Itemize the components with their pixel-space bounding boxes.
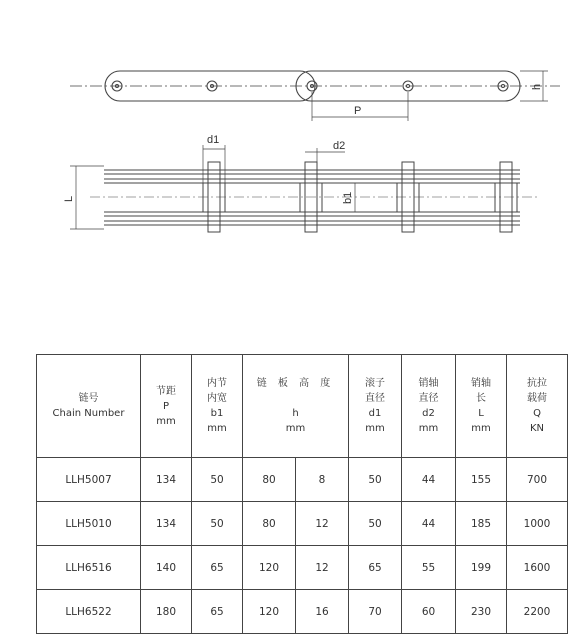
cell-plate-height: 80 bbox=[243, 502, 296, 546]
cell-tensile-load: 1000 bbox=[507, 502, 568, 546]
cell-plate-height: 120 bbox=[243, 590, 296, 634]
cell-inner-width: 50 bbox=[192, 502, 243, 546]
cell-pin-dia: 55 bbox=[402, 546, 456, 590]
cell-roller-dia: 50 bbox=[349, 458, 402, 502]
header-pin-length: 销轴 长 L mm bbox=[456, 355, 507, 458]
header-pin-dia: 销轴 直径 d2 mm bbox=[402, 355, 456, 458]
header-pitch: 节距 P mm bbox=[141, 355, 192, 458]
table-row bbox=[37, 502, 568, 546]
cell-plate-thickness: 12 bbox=[296, 502, 349, 546]
cell-pitch: 180 bbox=[141, 590, 192, 634]
cell-inner-width: 65 bbox=[192, 546, 243, 590]
roller-dia-label: d1 bbox=[207, 134, 220, 146]
side-view-plates bbox=[70, 71, 560, 121]
cell-chain-number: LLH6516 bbox=[37, 546, 141, 590]
header-plate-height: 链 板 高 度 h mm bbox=[243, 355, 349, 458]
table-header-row bbox=[37, 355, 568, 458]
height-label: h bbox=[531, 83, 543, 90]
header-chain-number: 链号 Chain Number bbox=[37, 355, 141, 458]
table-row bbox=[37, 590, 568, 634]
cell-pin-length: 155 bbox=[456, 458, 507, 502]
cell-plate-height: 120 bbox=[243, 546, 296, 590]
cell-pin-length: 230 bbox=[456, 590, 507, 634]
cell-tensile-load: 1600 bbox=[507, 546, 568, 590]
cell-roller-dia: 65 bbox=[349, 546, 402, 590]
chain-spec-table bbox=[36, 354, 568, 634]
cell-pin-dia: 44 bbox=[402, 502, 456, 546]
cell-tensile-load: 700 bbox=[507, 458, 568, 502]
cell-pin-dia: 60 bbox=[402, 590, 456, 634]
header-inner-width: 内节 内宽 b1 mm bbox=[192, 355, 243, 458]
cell-roller-dia: 50 bbox=[349, 502, 402, 546]
cell-tensile-load: 2200 bbox=[507, 590, 568, 634]
pin-dia-label: d2 bbox=[333, 140, 346, 152]
cell-plate-thickness: 8 bbox=[296, 458, 349, 502]
header-tensile-load: 抗拉 载荷 Q KN bbox=[507, 355, 568, 458]
cell-inner-width: 65 bbox=[192, 590, 243, 634]
inner-width-label: b1 bbox=[342, 191, 354, 204]
cell-chain-number: LLH5007 bbox=[37, 458, 141, 502]
table-row bbox=[37, 546, 568, 590]
cell-pin-length: 185 bbox=[456, 502, 507, 546]
cell-pin-length: 199 bbox=[456, 546, 507, 590]
cell-chain-number: LLH5010 bbox=[37, 502, 141, 546]
pin-length-label: L bbox=[63, 195, 75, 202]
cell-pitch: 140 bbox=[141, 546, 192, 590]
top-view-chain bbox=[70, 145, 540, 232]
cell-pitch: 134 bbox=[141, 502, 192, 546]
cell-chain-number: LLH6522 bbox=[37, 590, 141, 634]
cell-pitch: 134 bbox=[141, 458, 192, 502]
cell-plate-thickness: 16 bbox=[296, 590, 349, 634]
cell-inner-width: 50 bbox=[192, 458, 243, 502]
header-roller-dia: 滚子 直径 d1 mm bbox=[349, 355, 402, 458]
pitch-label: P bbox=[354, 105, 362, 117]
cell-roller-dia: 70 bbox=[349, 590, 402, 634]
cell-plate-height: 80 bbox=[243, 458, 296, 502]
cell-plate-thickness: 12 bbox=[296, 546, 349, 590]
table-row bbox=[37, 458, 568, 502]
cell-pin-dia: 44 bbox=[402, 458, 456, 502]
